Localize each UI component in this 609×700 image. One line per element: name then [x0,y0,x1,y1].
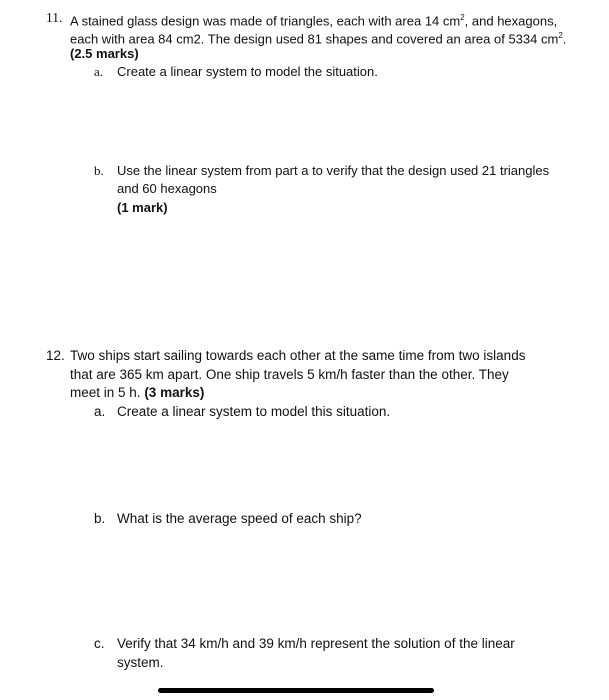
question-12-line-3 [70,384,204,402]
question-11-marks: (2.5 marks) [70,46,139,61]
question-11b-label: b. [94,163,104,178]
question-12-number: 12. [46,348,65,363]
question-11-line-2 [70,27,566,48]
question-11-text-1-end: , and hexagons, [464,13,558,29]
question-12-line-1: Two ships start sailing towards each other at the same time from two islands [70,348,526,363]
question-11-text-2: each with area 84 cm2. The design used 81 shapes and covered an area of 5334 cm [70,31,559,47]
question-11a-text: Create a linear system to model the situation. [117,64,378,79]
question-12c-line-2: system. [117,655,164,670]
question-11b-line-2: and 60 hexagons [117,181,217,196]
question-12c-line-1: Verify that 34 km/h and 39 km/h represent the solution of the linear [117,636,515,651]
question-12b-text: What is the average speed of each ship? [117,511,362,526]
question-11a-label: a. [94,64,104,79]
question-11b-line-1: Use the linear system from part a to verify that the design used 21 triangles [117,163,550,178]
question-11-text-2-end: . [562,31,567,47]
question-12-text-3: meet in 5 h. [70,385,141,400]
question-11b-marks: (1 mark) [117,200,168,215]
superscript-2: 2 [558,31,563,40]
question-12-marks: (3 marks) [144,385,205,400]
home-indicator-bar[interactable] [158,688,434,693]
question-11-text-1: A stained glass design was made of triangles, each with area 14 cm [70,13,461,29]
question-12-line-2: that are 365 km apart. One ship travels 5 km/h faster than the other. They [70,367,509,382]
superscript-2: 2 [460,13,465,22]
question-12b-label: b. [94,511,106,526]
question-11-number: 11. [46,10,63,25]
question-12a-text: Create a linear system to model this situation. [117,404,391,419]
question-12c-label: c. [94,636,105,651]
question-12a-label: a. [94,404,106,419]
